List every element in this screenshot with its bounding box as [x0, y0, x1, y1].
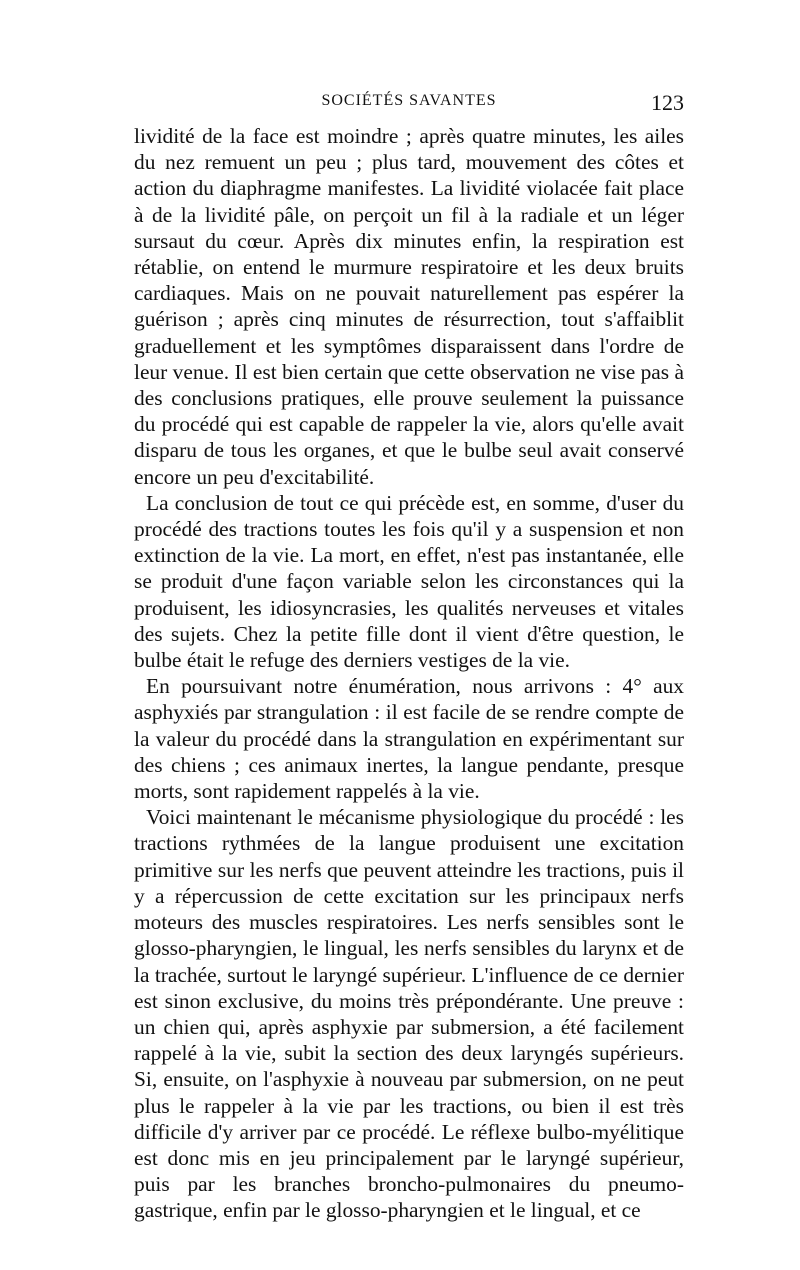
body-text [134, 123, 684, 1224]
paragraph: lividité de la face est moindre ; après quatre minutes, les ailes du nez remuent un peu ; plus tard, mouvement des côtes et action du diaphragme manifestes. La lividité violacée fait place à de la lividité pâle, on perçoit un fil à la radiale et un léger sursaut du cœur. Après dix minutes enfin, la respiration est rétablie, on entend le murmure respiratoire et les deux bruits cardiaques. Mais on ne pouvait naturellement pas espérer la guérison ; après cinq minutes de résurrection, tout s'affaiblit graduellement et les symptômes disparaissent dans l'ordre de leur venue. Il est bien certain que cette observation ne vise pas à des conclusions pratiques, elle prouve seulement la puissance du procédé qui est capable de rappeler la vie, alors qu'elle avait disparu de tous les organes, et que le bulbe seul avait conservé encore un peu d'excitabilité. [134, 124, 684, 489]
page-number: 123 [651, 90, 684, 115]
paragraph: En poursuivant notre énumération, nous arrivons : 4° aux asphyxiés par strangulation : il est facile de se rendre compte de la valeur du procédé dans la strangulation en expérimentant sur des chiens ; ces animaux inertes, la langue pendante, presque morts, sont rapidement rappelés à la vie. [134, 674, 684, 804]
running-title: SOCIÉTÉS SAVANTES [321, 92, 497, 109]
paragraph: Voici maintenant le mécanisme physiologique du procédé : les tractions rythmées de la langue produisent une excitation primitive sur les nerfs que peuvent atteindre les tractions, puis il y a répercussion de cette excitation sur les principaux nerfs moteurs des muscles respiratoires. Les nerfs sensibles sont le glosso-pharyngien, le lingual, les nerfs sensibles du larynx et de la trachée, surtout le laryngé supérieur. L'influence de ce dernier est sinon exclusive, du moins très prépondérante. Une preuve : un chien qui, après asphyxie par submersion, a été facilement rappelé à la vie, subit la section des deux laryngés supérieurs. Si, ensuite, on l'asphyxie à nouveau par submersion, on ne peut plus le rappeler à la vie par les tractions, ou bien il est très difficile d'y arriver par ce procédé. Le réflexe bulbo-myélitique est donc mis en jeu principalement par le laryngé supérieur, puis par les branches broncho-pulmonaires du pneumo-gastrique, enfin par le glosso-pharyngien et le lingual, et ce [134, 805, 684, 1223]
running-header [134, 90, 684, 116]
paragraph: La conclusion de tout ce qui précède est, en somme, d'user du procédé des tractions toutes les fois qu'il y a suspension et non extinction de la vie. La mort, en effet, n'est pas instantanée, elle se produit d'une façon variable selon les circonstances qui la produisent, les idiosyncrasies, les qualités nerveuses et vitales des sujets. Chez la petite fille dont il vient d'être question, le bulbe était le refuge des derniers vestiges de la vie. [134, 490, 684, 673]
